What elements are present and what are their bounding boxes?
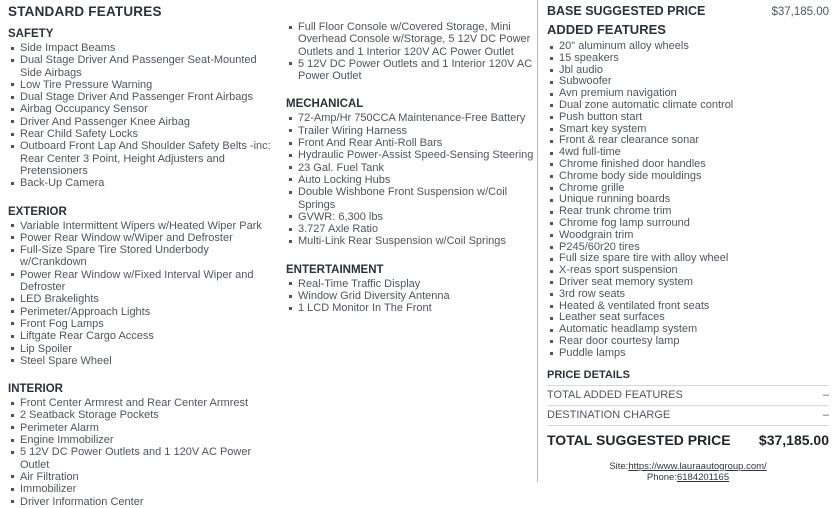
feature-item: X-reas sport suspension	[547, 265, 829, 277]
feature-item: Air Filtration	[8, 471, 272, 483]
feature-item: Trailer Wiring Harness	[286, 125, 535, 137]
section-heading-interior: INTERIOR	[8, 383, 63, 396]
standard-features-column-continued	[274, 0, 537, 482]
price-row	[547, 406, 829, 426]
feature-item: 1 LCD Monitor In The Front	[286, 302, 535, 314]
price-row-value: –	[822, 409, 829, 422]
feature-item: Puddle lamps	[547, 348, 829, 360]
price-row-label: TOTAL ADDED FEATURES	[547, 389, 683, 402]
feature-item: P245/60r20 tires	[547, 242, 829, 254]
exterior-list	[8, 220, 272, 368]
feature-item: Window Grid Diversity Antenna	[286, 290, 535, 302]
feature-item: Chrome body side mouldings	[547, 171, 829, 183]
feature-item: Outboard Front Lap And Shoulder Safety Belts -inc: Rear Center 3 Point, Height Adjusters and Pretensioners	[8, 140, 272, 177]
feature-item: Full Floor Console w/Covered Storage, Mini Overhead Console w/Storage, 5 12V DC Power Outlets and 1 Interior 120V AC Power Outlet	[286, 21, 535, 58]
feature-item: 5 12V DC Power Outlets and 1 Interior 120V AC Power Outlet	[286, 58, 535, 83]
added-features-heading: ADDED FEATURES	[547, 22, 666, 37]
feature-item: Perimeter Alarm	[8, 422, 272, 434]
feature-item: Steel Spare Wheel	[8, 355, 272, 367]
site-line	[547, 461, 829, 473]
feature-item: Hydraulic Power-Assist Speed-Sensing Steering	[286, 149, 535, 161]
base-price-row	[547, 4, 829, 18]
feature-item: Jbl audio	[547, 65, 829, 77]
pricing-column	[537, 0, 837, 482]
feature-item: GVWR: 6,300 lbs	[286, 211, 535, 223]
safety-list	[8, 42, 272, 190]
price-row	[547, 386, 829, 406]
feature-item: 72-Amp/Hr 750CCA Maintenance-Free Battery	[286, 112, 535, 124]
price-row-label: DESTINATION CHARGE	[547, 409, 671, 422]
price-details-rows	[547, 386, 829, 426]
feature-item: Leather seat surfaces	[547, 312, 829, 324]
price-row-value: –	[822, 389, 829, 402]
feature-item: Front And Rear Anti-Roll Bars	[286, 137, 535, 149]
base-price-value: $37,185.00	[771, 6, 829, 18]
feature-item: Unique running boards	[547, 194, 829, 206]
feature-item: Chrome grille	[547, 183, 829, 195]
feature-item: Subwoofer	[547, 76, 829, 88]
feature-item: 3.727 Axle Ratio	[286, 223, 535, 235]
price-details-heading: PRICE DETAILS	[547, 369, 829, 386]
feature-item: Dual zone automatic climate control	[547, 100, 829, 112]
feature-item: Low Tire Pressure Warning	[8, 79, 272, 91]
feature-item: Double Wishbone Front Suspension w/Coil Springs	[286, 186, 535, 211]
section-heading-entertainment: ENTERTAINMENT	[286, 263, 384, 276]
interior-list	[8, 397, 272, 508]
feature-item: Side Impact Beams	[8, 42, 272, 54]
feature-item: 5 12V DC Power Outlets and 1 120V AC Power Outlet	[8, 446, 272, 471]
standard-features-column	[0, 0, 274, 508]
feature-item: Front Fog Lamps	[8, 318, 272, 330]
feature-item: Rear door courtesy lamp	[547, 336, 829, 348]
feature-item: 4wd full-time	[547, 147, 829, 159]
feature-item: Multi-Link Rear Suspension w/Coil Springs	[286, 235, 535, 247]
total-price-label: TOTAL SUGGESTED PRICE	[547, 431, 731, 448]
feature-item: Woodgrain trim	[547, 230, 829, 242]
feature-item: Heated & ventilated front seats	[547, 301, 829, 313]
feature-item: 20" aluminum alloy wheels	[547, 41, 829, 53]
dealer-contact	[547, 461, 829, 484]
phone-label: Phone:	[646, 472, 677, 484]
feature-item: 2 Seatback Storage Pockets	[8, 409, 272, 421]
feature-item: Engine Immobilizer	[8, 434, 272, 446]
feature-item: Full size spare tire with alloy wheel	[547, 253, 829, 265]
feature-item: Variable Intermittent Wipers w/Heated Wiper Park	[8, 220, 272, 232]
phone-link[interactable]: 6184201165	[676, 472, 730, 484]
feature-item: Liftgate Rear Cargo Access	[8, 330, 272, 342]
feature-item: Rear Child Safety Locks	[8, 128, 272, 140]
feature-item: Real-Time Traffic Display	[286, 278, 535, 290]
feature-item: Immobilizer	[8, 483, 272, 495]
feature-item: Push button start	[547, 112, 829, 124]
feature-item: Driver And Passenger Knee Airbag	[8, 116, 272, 128]
feature-item: Power Rear Window w/Fixed Interval Wiper and Defroster	[8, 269, 272, 294]
feature-item: 15 speakers	[547, 53, 829, 65]
feature-item: Front Center Armrest and Rear Center Armrest	[8, 397, 272, 409]
feature-item: Power Rear Window w/Wiper and Defroster	[8, 232, 272, 244]
feature-item: Chrome fog lamp surround	[547, 218, 829, 230]
feature-item: Dual Stage Driver And Passenger Front Airbags	[8, 91, 272, 103]
site-label: Site:	[609, 460, 629, 472]
standard-features-title: STANDARD FEATURES	[8, 4, 162, 19]
section-heading-safety: SAFETY	[8, 28, 54, 40]
feature-item: Avn premium navigation	[547, 88, 829, 100]
feature-item: 3rd row seats	[547, 289, 829, 301]
feature-item: Rear trunk chrome trim	[547, 206, 829, 218]
feature-item: 23 Gal. Fuel Tank	[286, 162, 535, 174]
feature-item: Front & rear clearance sonar	[547, 135, 829, 147]
site-link[interactable]: https://www.lauraautogroup.com/	[628, 460, 767, 472]
feature-item: Driver seat memory system	[547, 277, 829, 289]
interior-continued-list	[286, 21, 535, 82]
section-heading-exterior: EXTERIOR	[8, 205, 67, 218]
feature-item: Perimeter/Approach Lights	[8, 306, 272, 318]
feature-item: Dual Stage Driver And Passenger Seat-Mounted Side Airbags	[8, 54, 272, 79]
feature-item: Auto Locking Hubs	[286, 174, 535, 186]
mechanical-list	[286, 112, 535, 247]
feature-item: Driver Information Center	[8, 496, 272, 508]
total-suggested-price-row	[547, 432, 829, 448]
total-price-value: $37,185.00	[758, 431, 829, 448]
feature-item: Chrome finished door handles	[547, 159, 829, 171]
base-price-label: BASE SUGGESTED PRICE	[547, 4, 706, 18]
added-features-list	[547, 41, 829, 360]
feature-item: Full-Size Spare Tire Stored Underbody w/Crankdown	[8, 244, 272, 269]
section-heading-mechanical: MECHANICAL	[286, 98, 364, 111]
feature-item: LED Brakelights	[8, 293, 272, 305]
feature-item: Back-Up Camera	[8, 177, 272, 189]
feature-item: Airbag Occupancy Sensor	[8, 103, 272, 115]
feature-item: Automatic headlamp system	[547, 324, 829, 336]
feature-item: Smart key system	[547, 124, 829, 136]
feature-item: Lip Spoiler	[8, 343, 272, 355]
entertainment-list	[286, 278, 535, 315]
